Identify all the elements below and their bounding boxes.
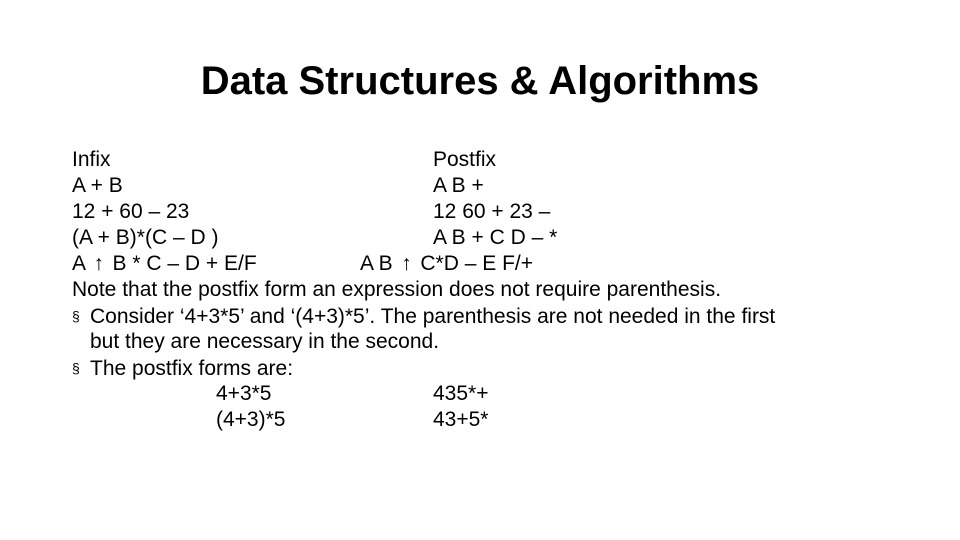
postfix-row-4 [360, 251, 533, 277]
bullet-item-1 [72, 303, 775, 330]
postfix-row-4-part-b: C*D – E F/+ [420, 252, 534, 275]
example-2-expr: (4+3)*5 [216, 408, 286, 431]
bullet-icon: § [72, 308, 80, 324]
slide-title: Data Structures & Algorithms [200, 59, 760, 103]
bullet-2-line-1: The postfix forms are: [90, 357, 294, 380]
infix-row-4-part-a: A [72, 252, 85, 275]
postfix-row-1: A B + [433, 174, 484, 197]
bullet-item-2 [72, 355, 293, 382]
bullet-icon: § [72, 360, 80, 376]
infix-row-2: 12 + 60 – 23 [72, 200, 190, 223]
bullet-1-line-2: but they are necessary in the second. [90, 330, 440, 353]
bullet-1-line-1: Consider ‘4+3*5’ and ‘(4+3)*5’. The parenthesis are not needed in the first [90, 305, 776, 328]
postfix-row-4-part-a: A B [360, 252, 393, 275]
infix-row-4 [72, 251, 257, 277]
up-arrow-icon: ↑ [401, 252, 412, 275]
note-text: Note that the postfix form an expression does not require parenthesis. [72, 278, 722, 301]
postfix-header: Postfix [433, 148, 497, 171]
infix-row-4-part-b: B * C – D + E/F [112, 252, 257, 275]
example-1-postfix: 435*+ [433, 382, 489, 405]
infix-row-3: (A + B)*(C – D ) [72, 226, 219, 249]
postfix-row-3: A B + C D – * [433, 226, 558, 249]
postfix-row-2: 12 60 + 23 – [433, 200, 551, 223]
example-1-expr: 4+3*5 [216, 382, 272, 405]
example-2-postfix: 43+5* [433, 408, 489, 431]
infix-header: Infix [72, 148, 111, 171]
up-arrow-icon: ↑ [93, 252, 104, 275]
infix-row-1: A + B [72, 174, 123, 197]
